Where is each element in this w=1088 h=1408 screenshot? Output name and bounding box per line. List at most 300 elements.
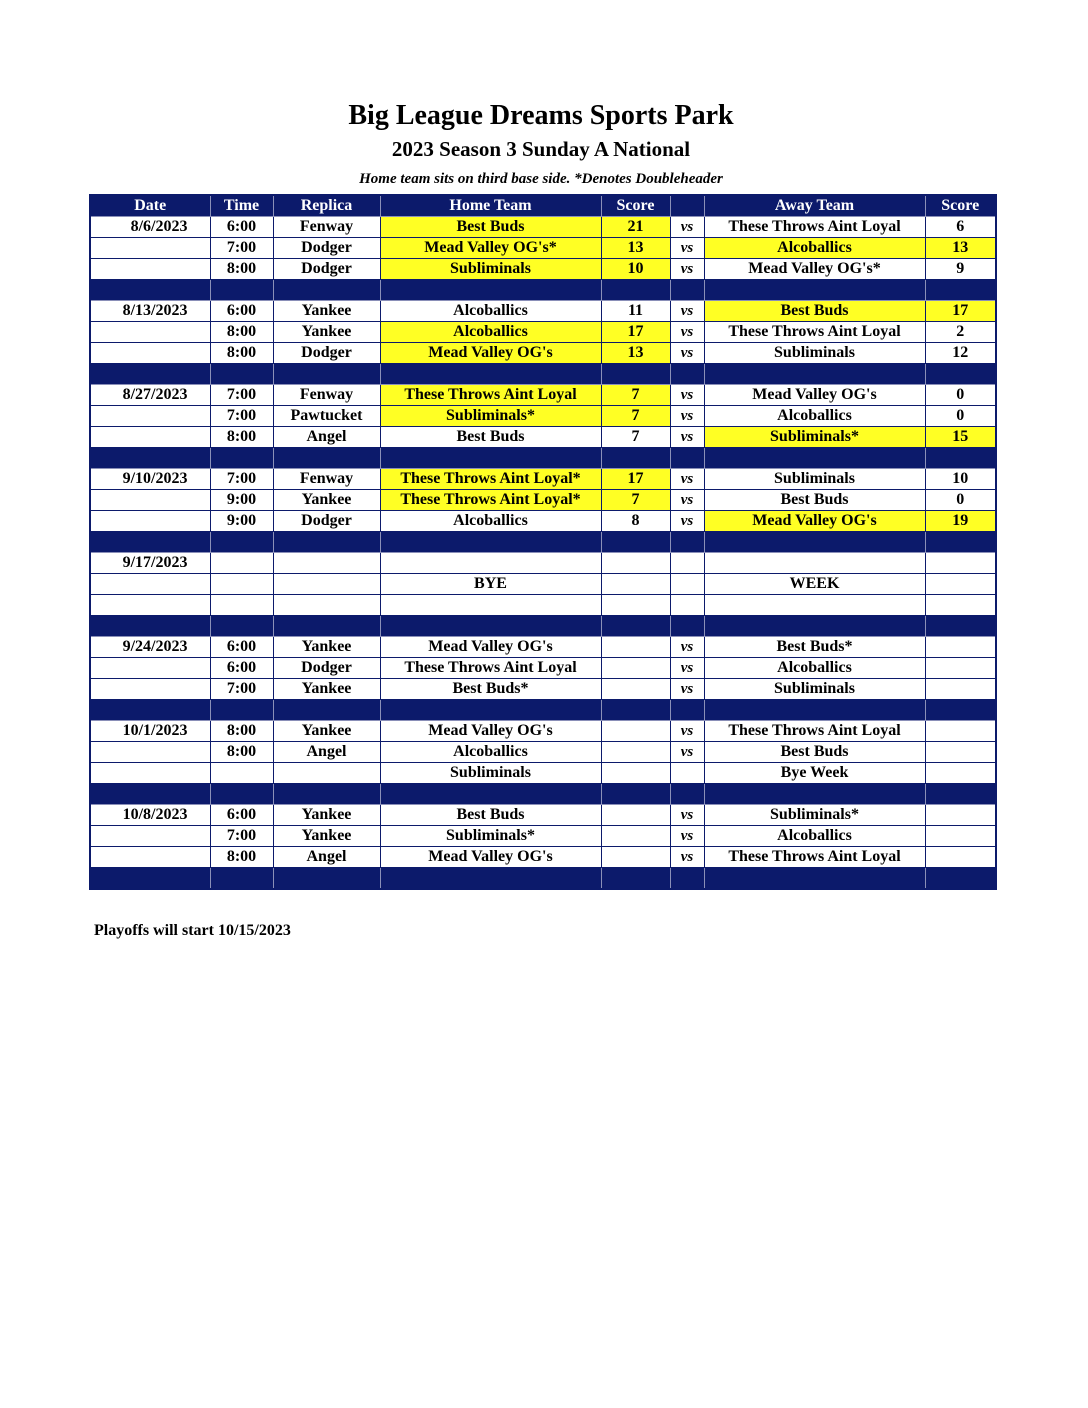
schedule-body <box>90 217 996 890</box>
cell-home-team: BYE <box>380 574 601 595</box>
cell-date <box>90 238 210 259</box>
separator-cell <box>704 532 925 553</box>
cell-time: 6:00 <box>210 217 273 238</box>
cell-date <box>90 490 210 511</box>
separator-cell <box>210 700 273 721</box>
cell-home-team: Best Buds <box>380 217 601 238</box>
separator-cell <box>670 364 704 385</box>
cell-away-team: Alcoballics <box>704 238 925 259</box>
table-row <box>90 427 996 448</box>
cell-away-team: These Throws Aint Loyal <box>704 217 925 238</box>
cell-date <box>90 427 210 448</box>
cell-away-score: 2 <box>925 322 996 343</box>
separator-cell <box>380 616 601 637</box>
cell-date: 10/8/2023 <box>90 805 210 826</box>
separator-cell <box>273 616 380 637</box>
column-header-vs <box>670 195 704 217</box>
cell-home-score <box>601 805 670 826</box>
table-row <box>90 742 996 763</box>
cell-away-score: 15 <box>925 427 996 448</box>
separator-row <box>90 532 996 553</box>
cell-home-team: Subliminals <box>380 259 601 280</box>
separator-cell <box>601 700 670 721</box>
cell-time: 7:00 <box>210 826 273 847</box>
cell-date: 9/24/2023 <box>90 637 210 658</box>
cell-away-score <box>925 742 996 763</box>
separator-row <box>90 616 996 637</box>
cell-away-team: Subliminals* <box>704 805 925 826</box>
cell-replica: Dodger <box>273 259 380 280</box>
cell-time <box>210 595 273 616</box>
separator-row <box>90 448 996 469</box>
separator-cell <box>704 364 925 385</box>
table-row <box>90 763 996 784</box>
separator-cell <box>670 448 704 469</box>
separator-cell <box>273 700 380 721</box>
cell-home-team: Best Buds* <box>380 679 601 700</box>
separator-cell <box>925 868 996 890</box>
separator-row <box>90 700 996 721</box>
separator-cell <box>704 868 925 890</box>
separator-cell <box>273 448 380 469</box>
cell-away-team: Mead Valley OG's <box>704 385 925 406</box>
cell-home-team: Alcoballics <box>380 742 601 763</box>
table-row <box>90 469 996 490</box>
cell-time <box>210 574 273 595</box>
cell-away-score <box>925 679 996 700</box>
cell-away-score: 19 <box>925 511 996 532</box>
table-row <box>90 238 996 259</box>
cell-time: 8:00 <box>210 427 273 448</box>
separator-cell <box>601 868 670 890</box>
table-row <box>90 658 996 679</box>
header-row <box>90 195 996 217</box>
cell-date: 10/1/2023 <box>90 721 210 742</box>
cell-away-team: Best Buds* <box>704 637 925 658</box>
cell-home-score <box>601 553 670 574</box>
cell-time <box>210 553 273 574</box>
cell-home-team: These Throws Aint Loyal* <box>380 490 601 511</box>
cell-vs <box>670 595 704 616</box>
cell-away-team: Mead Valley OG's* <box>704 259 925 280</box>
cell-replica: Angel <box>273 427 380 448</box>
cell-vs <box>670 553 704 574</box>
cell-date <box>90 658 210 679</box>
column-header-replica: Replica <box>273 195 380 217</box>
cell-home-team: Subliminals* <box>380 826 601 847</box>
cell-time: 6:00 <box>210 301 273 322</box>
page-subtitle: 2023 Season 3 Sunday A National <box>391 137 691 161</box>
separator-cell <box>90 280 210 301</box>
separator-cell <box>670 700 704 721</box>
cell-date <box>90 742 210 763</box>
table-row <box>90 490 996 511</box>
separator-cell <box>925 532 996 553</box>
separator-cell <box>90 868 210 890</box>
cell-home-team <box>380 595 601 616</box>
cell-replica <box>273 595 380 616</box>
separator-cell <box>670 784 704 805</box>
cell-home-score: 7 <box>601 406 670 427</box>
cell-vs: vs <box>670 406 704 427</box>
table-row <box>90 322 996 343</box>
cell-home-score <box>601 721 670 742</box>
separator-cell <box>90 448 210 469</box>
cell-replica: Dodger <box>273 238 380 259</box>
cell-time: 8:00 <box>210 847 273 868</box>
cell-home-score <box>601 847 670 868</box>
cell-home-team: Mead Valley OG's <box>380 343 601 364</box>
cell-time: 7:00 <box>210 406 273 427</box>
cell-vs: vs <box>670 805 704 826</box>
separator-cell <box>380 868 601 890</box>
separator-cell <box>925 364 996 385</box>
separator-cell <box>704 616 925 637</box>
cell-replica: Yankee <box>273 637 380 658</box>
cell-date <box>90 406 210 427</box>
cell-away-score: 10 <box>925 469 996 490</box>
cell-away-score: 13 <box>925 238 996 259</box>
cell-away-score <box>925 826 996 847</box>
cell-away-score <box>925 658 996 679</box>
cell-home-score <box>601 826 670 847</box>
cell-away-team: Alcoballics <box>704 658 925 679</box>
cell-away-score: 6 <box>925 217 996 238</box>
separator-cell <box>273 532 380 553</box>
cell-vs: vs <box>670 658 704 679</box>
separator-cell <box>601 532 670 553</box>
playoffs-note: Playoffs will start 10/15/2023 <box>94 922 291 939</box>
separator-row <box>90 784 996 805</box>
cell-away-team: These Throws Aint Loyal <box>704 721 925 742</box>
separator-cell <box>670 532 704 553</box>
cell-date <box>90 343 210 364</box>
separator-cell <box>90 784 210 805</box>
table-row <box>90 553 996 574</box>
cell-away-team: Subliminals* <box>704 427 925 448</box>
cell-vs: vs <box>670 490 704 511</box>
cell-home-score <box>601 679 670 700</box>
cell-away-score <box>925 574 996 595</box>
separator-cell <box>704 700 925 721</box>
cell-date <box>90 574 210 595</box>
cell-time: 7:00 <box>210 238 273 259</box>
cell-home-team: Mead Valley OG's <box>380 637 601 658</box>
cell-replica: Fenway <box>273 469 380 490</box>
separator-cell <box>210 616 273 637</box>
separator-cell <box>380 784 601 805</box>
cell-date <box>90 595 210 616</box>
cell-home-score <box>601 637 670 658</box>
table-row <box>90 385 996 406</box>
cell-home-team: Subliminals* <box>380 406 601 427</box>
cell-vs: vs <box>670 511 704 532</box>
cell-date: 8/27/2023 <box>90 385 210 406</box>
schedule-note: Home team sits on third base side. *Denotes Doubleheader <box>359 171 723 187</box>
cell-date: 9/10/2023 <box>90 469 210 490</box>
cell-vs: vs <box>670 427 704 448</box>
cell-home-score: 7 <box>601 427 670 448</box>
cell-time: 9:00 <box>210 490 273 511</box>
cell-time: 9:00 <box>210 511 273 532</box>
cell-vs: vs <box>670 679 704 700</box>
cell-away-score: 17 <box>925 301 996 322</box>
table-row <box>90 406 996 427</box>
cell-home-score <box>601 595 670 616</box>
separator-cell <box>601 784 670 805</box>
separator-cell <box>210 280 273 301</box>
page-title: Big League Dreams Sports Park <box>348 100 734 131</box>
cell-home-team: Subliminals <box>380 763 601 784</box>
cell-home-team: Best Buds <box>380 427 601 448</box>
cell-home-team <box>380 553 601 574</box>
cell-home-team: Best Buds <box>380 805 601 826</box>
cell-away-score: 0 <box>925 385 996 406</box>
cell-away-team: Bye Week <box>704 763 925 784</box>
cell-home-score: 8 <box>601 511 670 532</box>
separator-cell <box>670 868 704 890</box>
cell-replica: Dodger <box>273 658 380 679</box>
cell-vs: vs <box>670 385 704 406</box>
cell-time: 6:00 <box>210 658 273 679</box>
table-row <box>90 826 996 847</box>
cell-time: 8:00 <box>210 721 273 742</box>
cell-away-team <box>704 595 925 616</box>
separator-cell <box>380 364 601 385</box>
cell-replica: Fenway <box>273 385 380 406</box>
cell-vs: vs <box>670 259 704 280</box>
table-row <box>90 847 996 868</box>
table-row <box>90 637 996 658</box>
column-header-away-team: Away Team <box>704 195 925 217</box>
cell-replica: Yankee <box>273 826 380 847</box>
separator-cell <box>601 280 670 301</box>
cell-replica: Fenway <box>273 217 380 238</box>
separator-cell <box>90 532 210 553</box>
cell-time: 7:00 <box>210 469 273 490</box>
cell-time: 8:00 <box>210 343 273 364</box>
separator-cell <box>210 868 273 890</box>
separator-cell <box>704 280 925 301</box>
table-row <box>90 595 996 616</box>
cell-time <box>210 763 273 784</box>
cell-away-team: Best Buds <box>704 742 925 763</box>
cell-date <box>90 763 210 784</box>
table-row <box>90 217 996 238</box>
separator-cell <box>380 532 601 553</box>
cell-away-team: Subliminals <box>704 469 925 490</box>
table-row <box>90 511 996 532</box>
table-row <box>90 259 996 280</box>
cell-home-team: These Throws Aint Loyal* <box>380 469 601 490</box>
cell-away-score <box>925 595 996 616</box>
cell-away-score <box>925 763 996 784</box>
cell-vs: vs <box>670 322 704 343</box>
separator-cell <box>273 784 380 805</box>
cell-home-team: These Throws Aint Loyal <box>380 385 601 406</box>
cell-away-team: These Throws Aint Loyal <box>704 847 925 868</box>
cell-away-score: 0 <box>925 490 996 511</box>
cell-vs <box>670 763 704 784</box>
cell-vs: vs <box>670 217 704 238</box>
separator-row <box>90 364 996 385</box>
cell-date <box>90 826 210 847</box>
separator-cell <box>601 364 670 385</box>
cell-away-score: 9 <box>925 259 996 280</box>
cell-away-team: Subliminals <box>704 679 925 700</box>
cell-replica: Dodger <box>273 511 380 532</box>
cell-away-score <box>925 553 996 574</box>
cell-time: 7:00 <box>210 385 273 406</box>
cell-away-score <box>925 847 996 868</box>
separator-cell <box>90 616 210 637</box>
table-row <box>90 805 996 826</box>
cell-vs: vs <box>670 742 704 763</box>
cell-home-team: Alcoballics <box>380 301 601 322</box>
cell-home-score: 13 <box>601 238 670 259</box>
cell-home-team: Mead Valley OG's <box>380 847 601 868</box>
cell-home-team: Alcoballics <box>380 322 601 343</box>
separator-cell <box>90 364 210 385</box>
cell-replica: Yankee <box>273 721 380 742</box>
separator-cell <box>670 616 704 637</box>
cell-date: 8/13/2023 <box>90 301 210 322</box>
cell-date <box>90 322 210 343</box>
cell-replica: Yankee <box>273 679 380 700</box>
cell-home-team: Mead Valley OG's <box>380 721 601 742</box>
table-row <box>90 574 996 595</box>
cell-vs: vs <box>670 343 704 364</box>
cell-time: 8:00 <box>210 322 273 343</box>
cell-replica: Yankee <box>273 301 380 322</box>
cell-date <box>90 847 210 868</box>
column-header-date: Date <box>90 195 210 217</box>
cell-away-score: 0 <box>925 406 996 427</box>
cell-time: 7:00 <box>210 679 273 700</box>
separator-cell <box>273 868 380 890</box>
separator-cell <box>925 700 996 721</box>
separator-row <box>90 280 996 301</box>
separator-cell <box>273 364 380 385</box>
cell-home-score <box>601 742 670 763</box>
cell-replica: Angel <box>273 847 380 868</box>
cell-time: 6:00 <box>210 805 273 826</box>
cell-away-team: WEEK <box>704 574 925 595</box>
cell-away-team: Mead Valley OG's <box>704 511 925 532</box>
separator-row <box>90 868 996 890</box>
cell-date: 8/6/2023 <box>90 217 210 238</box>
separator-cell <box>704 448 925 469</box>
separator-cell <box>210 364 273 385</box>
cell-home-team: Mead Valley OG's* <box>380 238 601 259</box>
separator-cell <box>670 280 704 301</box>
cell-time: 8:00 <box>210 259 273 280</box>
cell-replica: Pawtucket <box>273 406 380 427</box>
column-header-time: Time <box>210 195 273 217</box>
cell-vs: vs <box>670 826 704 847</box>
cell-away-team <box>704 553 925 574</box>
cell-time: 8:00 <box>210 742 273 763</box>
cell-home-score <box>601 574 670 595</box>
cell-vs: vs <box>670 301 704 322</box>
cell-home-score: 10 <box>601 259 670 280</box>
separator-cell <box>925 784 996 805</box>
cell-home-score: 17 <box>601 469 670 490</box>
cell-replica: Angel <box>273 742 380 763</box>
cell-home-team: These Throws Aint Loyal <box>380 658 601 679</box>
cell-replica: Dodger <box>273 343 380 364</box>
separator-cell <box>273 280 380 301</box>
cell-home-team: Alcoballics <box>380 511 601 532</box>
cell-replica: Yankee <box>273 322 380 343</box>
cell-home-score: 13 <box>601 343 670 364</box>
cell-replica <box>273 763 380 784</box>
separator-cell <box>90 700 210 721</box>
table-row <box>90 301 996 322</box>
separator-cell <box>380 700 601 721</box>
cell-away-team: Best Buds <box>704 490 925 511</box>
cell-replica <box>273 574 380 595</box>
cell-date <box>90 511 210 532</box>
schedule-table <box>89 194 997 890</box>
cell-vs: vs <box>670 721 704 742</box>
separator-cell <box>210 448 273 469</box>
cell-home-score: 11 <box>601 301 670 322</box>
cell-away-team: Alcoballics <box>704 406 925 427</box>
cell-home-score: 7 <box>601 385 670 406</box>
cell-away-team: Best Buds <box>704 301 925 322</box>
separator-cell <box>210 532 273 553</box>
separator-cell <box>601 448 670 469</box>
table-row <box>90 343 996 364</box>
cell-away-score: 12 <box>925 343 996 364</box>
cell-vs: vs <box>670 637 704 658</box>
column-header-away-score: Score <box>925 195 996 217</box>
cell-home-score: 7 <box>601 490 670 511</box>
separator-cell <box>210 784 273 805</box>
separator-cell <box>925 448 996 469</box>
cell-home-score <box>601 658 670 679</box>
column-header-home-team: Home Team <box>380 195 601 217</box>
cell-home-score <box>601 763 670 784</box>
cell-away-team: Alcoballics <box>704 826 925 847</box>
separator-cell <box>380 280 601 301</box>
cell-replica <box>273 553 380 574</box>
cell-date <box>90 259 210 280</box>
cell-date <box>90 679 210 700</box>
cell-away-team: Subliminals <box>704 343 925 364</box>
table-row <box>90 721 996 742</box>
cell-vs <box>670 574 704 595</box>
cell-date: 9/17/2023 <box>90 553 210 574</box>
cell-away-score <box>925 637 996 658</box>
cell-replica: Yankee <box>273 490 380 511</box>
separator-cell <box>601 616 670 637</box>
cell-away-score <box>925 805 996 826</box>
cell-vs: vs <box>670 238 704 259</box>
table-row <box>90 679 996 700</box>
cell-replica: Yankee <box>273 805 380 826</box>
separator-cell <box>704 784 925 805</box>
column-header-home-score: Score <box>601 195 670 217</box>
separator-cell <box>925 616 996 637</box>
cell-away-score <box>925 721 996 742</box>
cell-vs: vs <box>670 847 704 868</box>
cell-vs: vs <box>670 469 704 490</box>
cell-time: 6:00 <box>210 637 273 658</box>
cell-away-team: These Throws Aint Loyal <box>704 322 925 343</box>
separator-cell <box>380 448 601 469</box>
